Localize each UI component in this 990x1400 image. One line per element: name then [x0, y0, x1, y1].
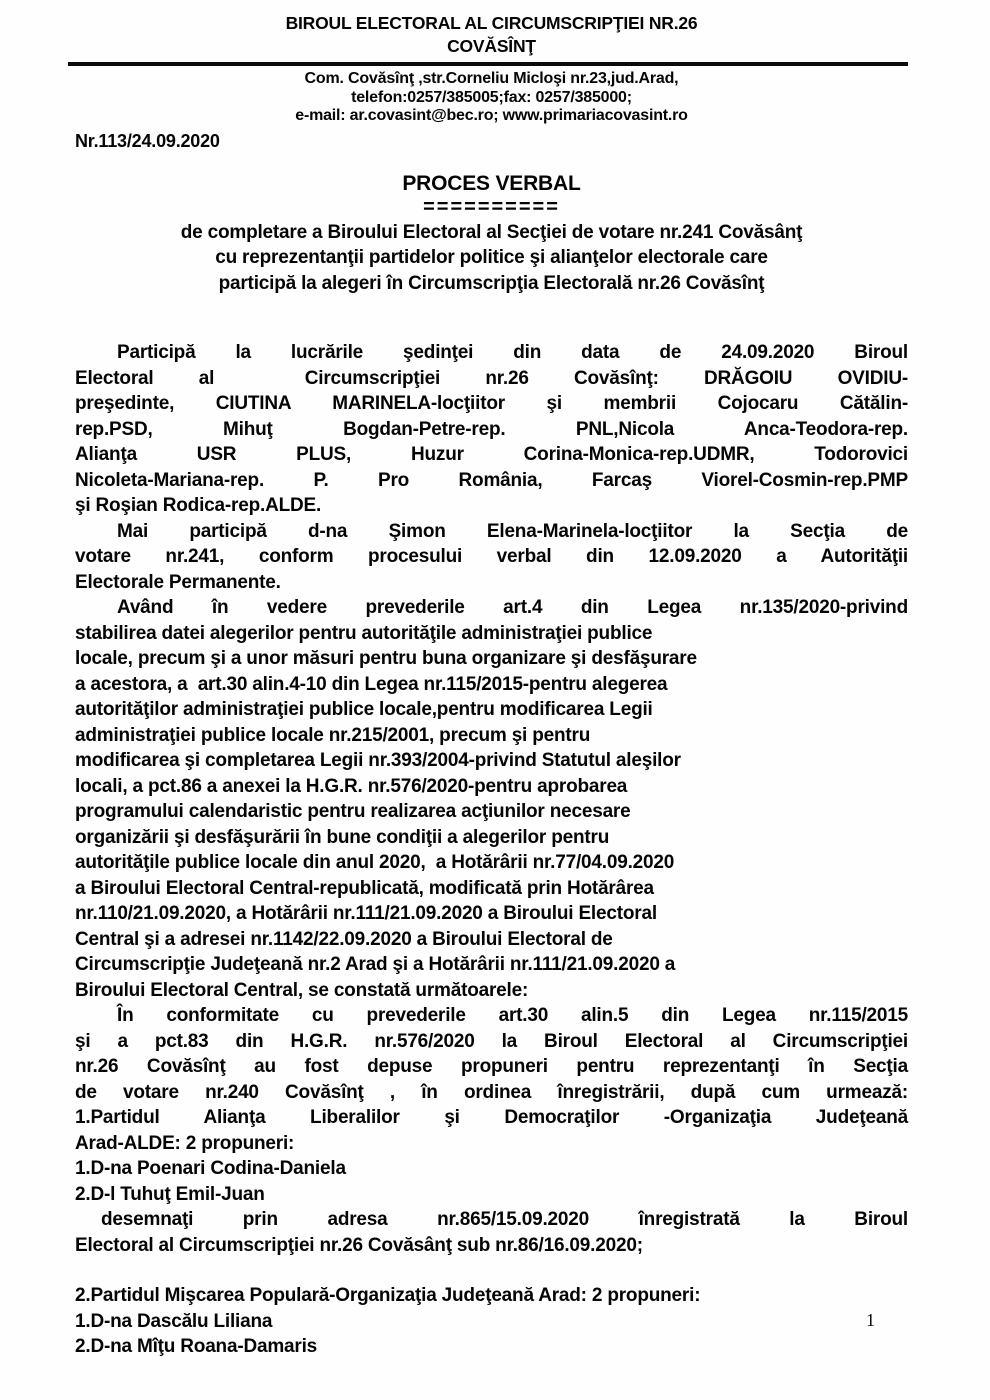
text-line: votare nr.241, conform procesului verbal din 12.09.2020 a Autorităţii — [75, 546, 908, 567]
paragraph — [75, 1283, 908, 1360]
text-line: locali, a pct.86 a anexei la H.G.R. nr.576/2020-pentru aprobarea — [75, 775, 628, 797]
text-line: Nicoleta-Mariana-rep. P. Pro România, Farcaş Viorel-Cosmin-rep.PMP — [75, 469, 908, 491]
paragraph — [75, 595, 908, 1003]
text-line: 2.D-l Tuhuţ Emil-Juan — [75, 1183, 265, 1205]
text-line: nr.110/21.09.2020, a Hotărârii nr.111/21.09.2020 a Biroului Electoral — [75, 903, 657, 924]
text-line: desemnaţi prin adresa nr.865/15.09.2020 înregistrată la Biroul — [101, 1209, 908, 1230]
text-line: preşedinte, CIUTINA MARINELA-locţiitor şi membrii Cojocaru Cătălin- — [75, 393, 908, 414]
page-number: 1 — [866, 1310, 875, 1330]
text-line: nr.26 Covăsînţ au fost depuse propuneri pentru reprezentanţi în Secţia — [75, 1056, 908, 1077]
text-line: administraţiei publice locale nr.215/2001, precum şi pentru — [75, 724, 591, 746]
letterhead-phone-fax: telefon:0257/385005;fax: 0257/385000; — [351, 88, 632, 106]
text-line: şi a pct.83 din H.G.R. nr.576/2020 la Biroul Electoral al Circumscripţiei — [75, 1030, 908, 1052]
letterhead-email-web: e-mail: ar.covasint@bec.ro; www.primariacovasint.ro — [295, 107, 688, 124]
text-line: Electorale Permanente. — [75, 571, 281, 593]
text-line: organizării şi desfăşurării în bune condiţii a alegerilor pentru — [75, 826, 610, 848]
text-line: 1.D-na Poenari Codina-Daniela — [75, 1158, 346, 1179]
text-line: rep.PSD, Mihuţ Bogdan-Petre-rep. PNL,Nicola Anca-Teodora-rep. — [75, 418, 908, 440]
text-line: Participă la lucrările şedinţei din data de 24.09.2020 Biroul — [117, 342, 908, 363]
text-line: stabilirea datei alegerilor pentru autorităţile administraţiei publice — [75, 622, 653, 644]
text-line: autorităţile publice locale din anul 2020, a Hotărârii nr.77/04.09.2020 — [75, 852, 675, 873]
text-line: 1.Partidul Alianţa Liberalilor şi Democraţilor -Organizaţia Judeţeană — [75, 1107, 908, 1128]
text-line: şi Roşian Rodica-rep.ALDE. — [75, 495, 322, 516]
header-divider-line — [68, 62, 908, 66]
text-line: Mai participă d-na Şimon Elena-Marinela-locţiitor la Secţia de — [117, 520, 908, 542]
document-number: Nr.113/24.09.2020 — [75, 130, 220, 151]
subtitle-line: participă la alegeri în Circumscripţia Electorală nr.26 Covăsînţ — [218, 272, 765, 294]
document-subtitle — [75, 220, 908, 297]
letterhead — [75, 12, 908, 152]
paragraph — [75, 519, 908, 596]
text-line: Circumscripţie Judeţeană nr.2 Arad şi a Hotărârii nr.111/21.09.2020 a — [75, 954, 676, 975]
text-line: locale, precum şi a unor măsuri pentru buna organizare şi desfăşurare — [75, 648, 697, 669]
letterhead-org-locality: COVĂSÎNŢ — [447, 36, 536, 56]
subtitle-line: cu reprezentanţii partidelor politice şi alianţelor electorale care — [215, 247, 768, 268]
text-line: 1.D-na Dascălu Liliana — [75, 1310, 273, 1332]
text-line: 2.Partidul Mişcarea Populară-Organizaţia Judeţeană Arad: 2 propuneri: — [75, 1285, 701, 1306]
text-line: programului calendaristic pentru realizarea acţiunilor necesare — [75, 801, 631, 822]
text-line: a acestora, a art.30 alin.4-10 din Legea nr.115/2015-pentru alegerea — [75, 673, 668, 695]
text-line: modificarea şi completarea Legii nr.393/2004-privind Statutul aleşilor — [75, 750, 681, 771]
text-line: În conformitate cu prevederile art.30 alin.5 din Legea nr.115/2015 — [117, 1005, 908, 1026]
text-line: de votare nr.240 Covăsînţ , în ordinea înregistrării, după cum urmează: — [75, 1081, 908, 1103]
subtitle-line: de completare a Biroului Electoral al Secţiei de votare nr.241 Covăsânţ — [180, 221, 803, 243]
text-line: Biroului Electoral Central, se constată următoarele: — [75, 979, 529, 1001]
paragraph — [75, 1003, 908, 1258]
text-line: Arad-ALDE: 2 propuneri: — [75, 1132, 295, 1154]
text-line: autorităţilor administraţiei publice locale,pentru modificarea Legii — [75, 699, 653, 720]
paragraph — [75, 340, 908, 519]
text-line: Alianţa USR PLUS, Huzur Corina-Monica-rep.UDMR, Todorovici — [75, 444, 908, 465]
text-line: Electoral al Circumscripţiei nr.26 Covăsînţ: DRĂGOIU OVIDIU- — [75, 367, 908, 389]
letterhead-org-name: BIROUL ELECTORAL AL CIRCUMSCRIPŢIEI NR.26 — [285, 13, 698, 33]
text-line: Central şi a adresei nr.1142/22.09.2020 a Biroului Electoral de — [75, 928, 613, 950]
document-title: PROCES VERBAL — [402, 171, 581, 195]
title-separator: ========== — [423, 195, 560, 218]
text-line: 2.D-na Mîţu Roana-Damaris — [75, 1336, 318, 1357]
text-line: Electoral al Circumscripţiei nr.26 Covăsânţ sub nr.86/16.09.2020; — [75, 1234, 643, 1256]
text-line: a Biroului Electoral Central-republicată, modificată prin Hotărârea — [75, 877, 654, 899]
text-line: Având în vedere prevederile art.4 din Legea nr.135/2020-privind — [117, 597, 908, 618]
document-body — [75, 340, 908, 1360]
letterhead-address: Com. Covăsînţ ,str.Corneliu Micloşi nr.23,jud.Arad, — [304, 70, 679, 87]
